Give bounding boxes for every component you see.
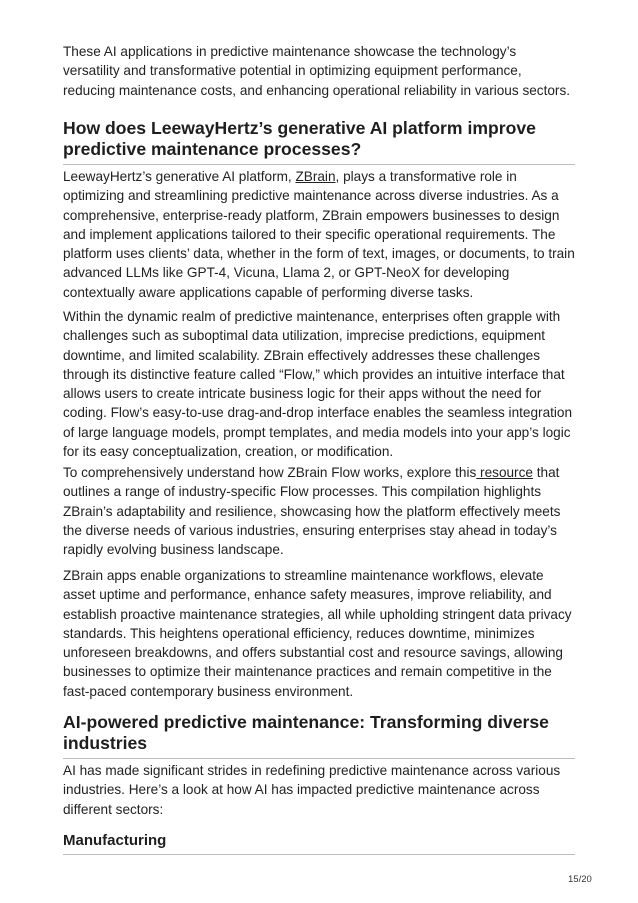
section-heading: AI-powered predictive maintenance: Transforming diverse industries bbox=[63, 712, 549, 753]
heading-divider bbox=[63, 164, 575, 165]
resource-link[interactable]: resource bbox=[476, 465, 533, 480]
section-manufacturing bbox=[63, 831, 575, 855]
paragraph-zbrain-intro bbox=[63, 167, 575, 302]
page-number: 15/20 bbox=[568, 874, 592, 885]
intro-paragraph: These AI applications in predictive maintenance showcase the technology’s versatility and transformative potential in optimizing equipment performance, reducing maintenance costs, and enhancing operational reliability in various sectors. bbox=[63, 44, 571, 98]
section-heading: How does LeewayHertz’s generative AI platform improve predictive maintenance processes? bbox=[63, 118, 536, 159]
paragraph-flow-feature: Within the dynamic realm of predictive maintenance, enterprises often grapple with challenges such as suboptimal data utilization, imprecise predictions, equipment downtime, and limited scalability. ZBrain effectively addresses these challenges through its distinctive feature called “Flow,” which provides an intuitive interface that allows users to create intricate business logic for their apps without the need for coding. Flow’s easy-to-use drag-and-drop interface enables the seamless integration of large language models, prompt templates, and media models into your app’s logic for its easy conceptualization, creation, or modification. bbox=[63, 309, 573, 460]
section-leewayhertz-platform bbox=[63, 118, 575, 165]
paragraph-zbrain-apps: ZBrain apps enable organizations to streamline maintenance workflows, elevate asset uptime and performance, enhance safety measures, improve reliability, and establish proactive maintenance strategies, all while upholding stringent data privacy standards. This heightens operational efficiency, reduces downtime, minimizes unforeseen breakdowns, and offers substantial cost and resource savings, allowing businesses to optimize their maintenance practices and remain competitive in the fast-paced contemporary business environment. bbox=[63, 568, 572, 699]
heading-divider bbox=[63, 758, 575, 759]
paragraph-ai-strides: AI has made significant strides in redefining predictive maintenance across various industries. Here’s a look at how AI has impacted predictive maintenance across different sectors: bbox=[63, 763, 561, 817]
heading-divider bbox=[63, 854, 575, 855]
section-ai-predictive-maintenance bbox=[63, 712, 575, 759]
text-segment: To comprehensively understand how ZBrain Flow works, explore this bbox=[63, 465, 477, 480]
text-segment: LeewayHertz’s generative AI platform, bbox=[63, 169, 296, 184]
zbrain-link[interactable]: ZBrain bbox=[295, 169, 336, 184]
text-segment: , plays a transformative role in optimizing and streamlining predictive maintenance across diverse industries. As a comprehensive, enterprise-ready platform, ZBrain empowers businesses to design and implement applications tailored to their specific operational requirements. The platform uses clients’ data, whether in the form of text, images, or documents, to train advanced LLMs like GPT-4, Vicuna, Llama 2, or GPT-NeoX for developing contextually aware applications capable of performing diverse tasks. bbox=[63, 169, 575, 300]
text-segment: that outlines a range of industry-specific Flow processes. This compilation highlights ZBrain’s adaptability and resilience, showcasing how the platform effectively meets the diverse needs of various industries, ensuring enterprises stay ahead in today’s rapidly evolving business landscape. bbox=[63, 465, 561, 558]
subsection-heading: Manufacturing bbox=[63, 832, 167, 849]
paragraph-flow-resource bbox=[63, 463, 575, 559]
